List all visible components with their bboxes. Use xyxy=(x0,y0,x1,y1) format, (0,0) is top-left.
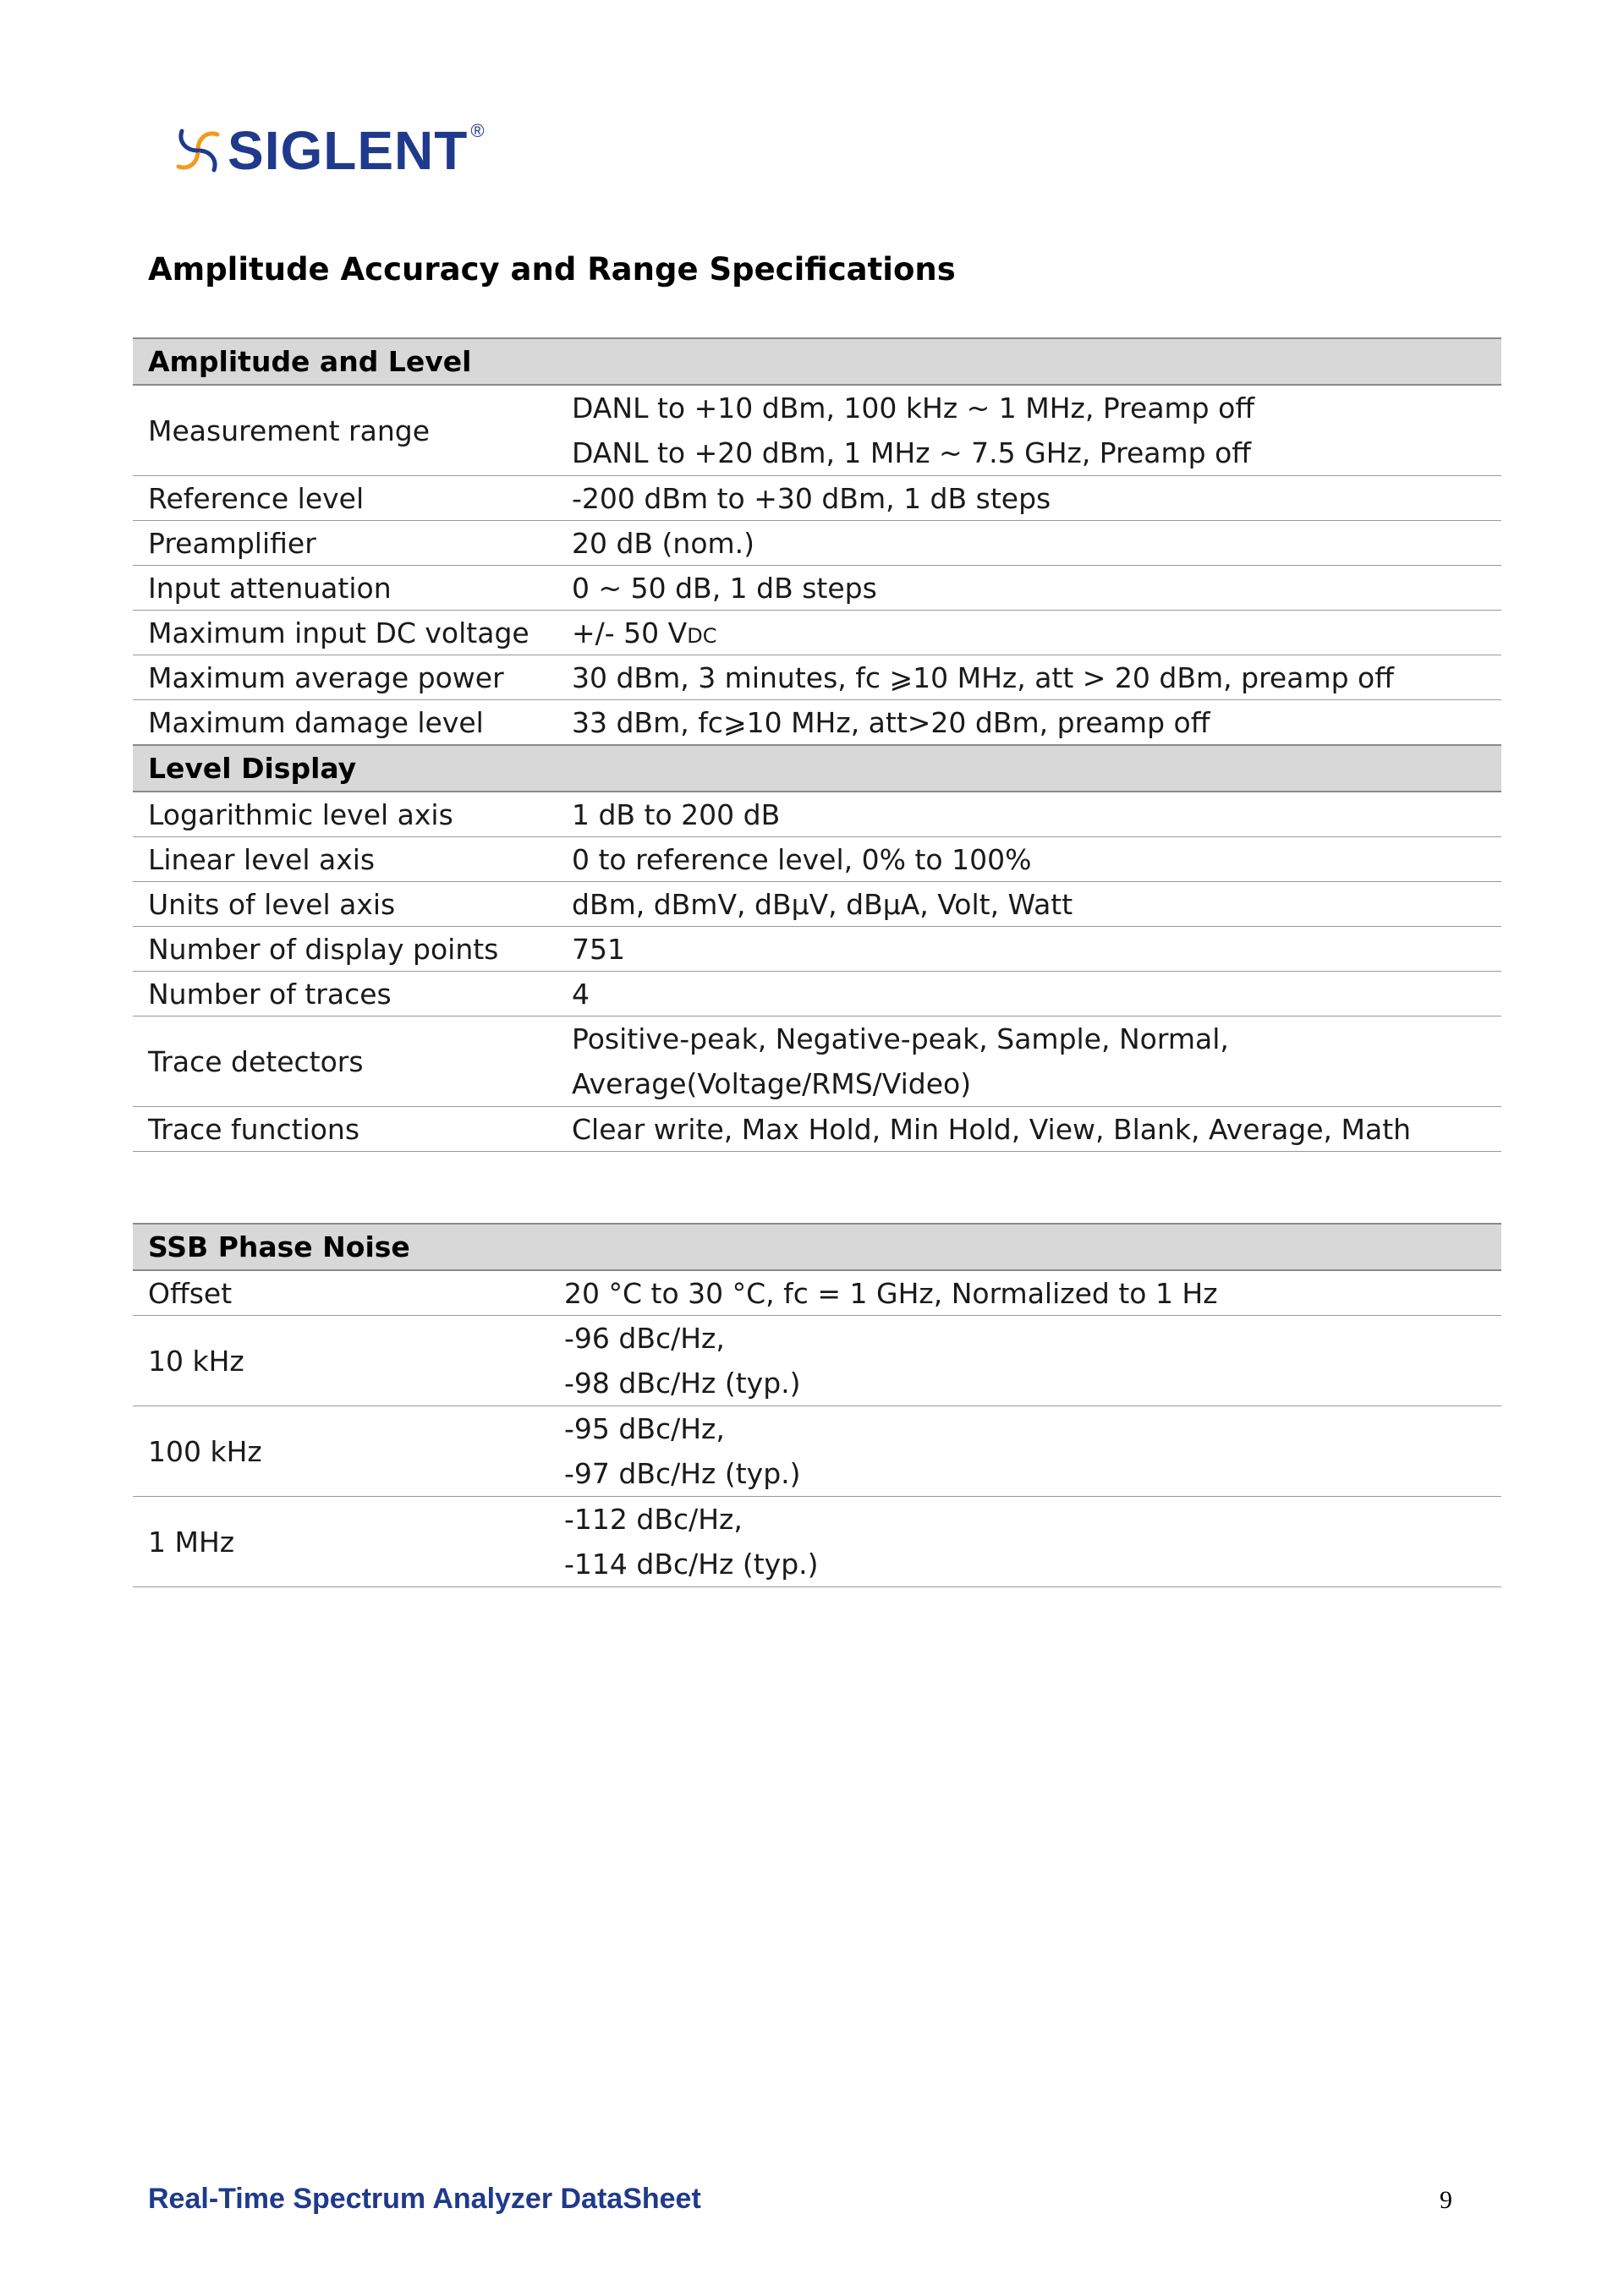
row-label: Logarithmic level axis xyxy=(133,792,557,837)
row-value: 33 dBm, fc⩾10 MHz, att>20 dBm, preamp off xyxy=(557,700,1501,746)
siglent-swirl-icon xyxy=(173,126,222,175)
phase-noise-table xyxy=(133,1223,1501,1587)
row-label: Maximum average power xyxy=(133,655,557,700)
row-label: Maximum damage level xyxy=(133,700,557,746)
table-row xyxy=(133,1270,1501,1316)
row-label: Reference level xyxy=(133,476,557,521)
table-row xyxy=(133,927,1501,972)
table-row xyxy=(133,972,1501,1016)
row-value: 0 ~ 50 dB, 1 dB steps xyxy=(557,566,1501,611)
table-row xyxy=(133,1016,1501,1107)
row-label: Offset xyxy=(133,1270,549,1316)
registered-mark: ® xyxy=(470,120,485,141)
table-row xyxy=(133,700,1501,746)
table-row xyxy=(133,655,1501,700)
row-value xyxy=(549,1406,1501,1497)
row-label: Preamplifier xyxy=(133,521,557,566)
row-value-line: Average(Voltage/RMS/Video) xyxy=(572,1067,972,1100)
row-value-line: -96 dBc/Hz, xyxy=(564,1322,725,1355)
row-value: 30 dBm, 3 minutes, fc ⩾10 MHz, att > 20 dBm, preamp off xyxy=(557,655,1501,700)
table-row xyxy=(133,1316,1501,1406)
row-label: Maximum input DC voltage xyxy=(133,611,557,655)
row-value: 4 xyxy=(557,972,1501,1016)
row-value-line: -97 dBc/Hz (typ.) xyxy=(564,1457,801,1490)
row-value xyxy=(557,611,1501,655)
row-value-main: +/- 50 V xyxy=(572,616,688,649)
table-row xyxy=(133,521,1501,566)
table-row xyxy=(133,566,1501,611)
siglent-logo xyxy=(173,117,485,184)
row-value: 0 to reference level, 0% to 100% xyxy=(557,837,1501,882)
table-row xyxy=(133,1406,1501,1497)
row-value-line: -95 dBc/Hz, xyxy=(564,1412,725,1445)
row-value-line: DANL to +10 dBm, 100 kHz ~ 1 MHz, Preamp off xyxy=(572,392,1255,425)
row-value: 751 xyxy=(557,927,1501,972)
section-header-row xyxy=(133,1224,1501,1270)
row-label: Trace functions xyxy=(133,1107,557,1152)
row-value: Clear write, Max Hold, Min Hold, View, Blank, Average, Math xyxy=(557,1107,1501,1152)
row-value xyxy=(557,1016,1501,1107)
row-value-line: -114 dBc/Hz (typ.) xyxy=(564,1548,819,1581)
row-value-subscript: DC xyxy=(687,623,717,648)
section-header-row xyxy=(133,338,1501,385)
row-value xyxy=(549,1497,1501,1587)
table-row xyxy=(133,882,1501,927)
page-number: 9 xyxy=(1440,2186,1452,2214)
table-row xyxy=(133,792,1501,837)
logo-wordmark: SIGLENT xyxy=(228,120,469,181)
row-value xyxy=(557,385,1501,476)
table-row xyxy=(133,476,1501,521)
row-label: 10 kHz xyxy=(133,1316,549,1406)
table-row xyxy=(133,1497,1501,1587)
row-label: Number of display points xyxy=(133,927,557,972)
table-row xyxy=(133,385,1501,476)
row-label: 100 kHz xyxy=(133,1406,549,1497)
row-value-line: -112 dBc/Hz, xyxy=(564,1503,743,1536)
section-header: Amplitude and Level xyxy=(133,338,1501,385)
row-label: Units of level axis xyxy=(133,882,557,927)
section-header: Level Display xyxy=(133,745,1501,792)
row-value-line: DANL to +20 dBm, 1 MHz ~ 7.5 GHz, Preamp off xyxy=(572,436,1252,469)
row-value: 20 °C to 30 °C, fc = 1 GHz, Normalized to 1 Hz xyxy=(549,1270,1501,1316)
section-header: SSB Phase Noise xyxy=(133,1224,1501,1270)
row-value-line: -98 dBc/Hz (typ.) xyxy=(564,1367,801,1400)
row-value: 1 dB to 200 dB xyxy=(557,792,1501,837)
footer-document-title: Real-Time Spectrum Analyzer DataSheet xyxy=(148,2183,701,2215)
row-label: Input attenuation xyxy=(133,566,557,611)
table-row xyxy=(133,1107,1501,1152)
row-label: 1 MHz xyxy=(133,1497,549,1587)
page-title: Amplitude Accuracy and Range Specifications xyxy=(148,251,956,288)
row-label: Measurement range xyxy=(133,385,557,476)
row-value: -200 dBm to +30 dBm, 1 dB steps xyxy=(557,476,1501,521)
row-label: Number of traces xyxy=(133,972,557,1016)
table-row xyxy=(133,611,1501,655)
table-row xyxy=(133,837,1501,882)
section-header-row xyxy=(133,745,1501,792)
row-label: Trace detectors xyxy=(133,1016,557,1107)
row-value-line: Positive-peak, Negative-peak, Sample, Normal, xyxy=(572,1022,1229,1055)
row-label: Linear level axis xyxy=(133,837,557,882)
row-value xyxy=(549,1316,1501,1406)
amplitude-spec-table xyxy=(133,337,1501,1152)
row-value: dBm, dBmV, dBμV, dBμA, Volt, Watt xyxy=(557,882,1501,927)
row-value: 20 dB (nom.) xyxy=(557,521,1501,566)
